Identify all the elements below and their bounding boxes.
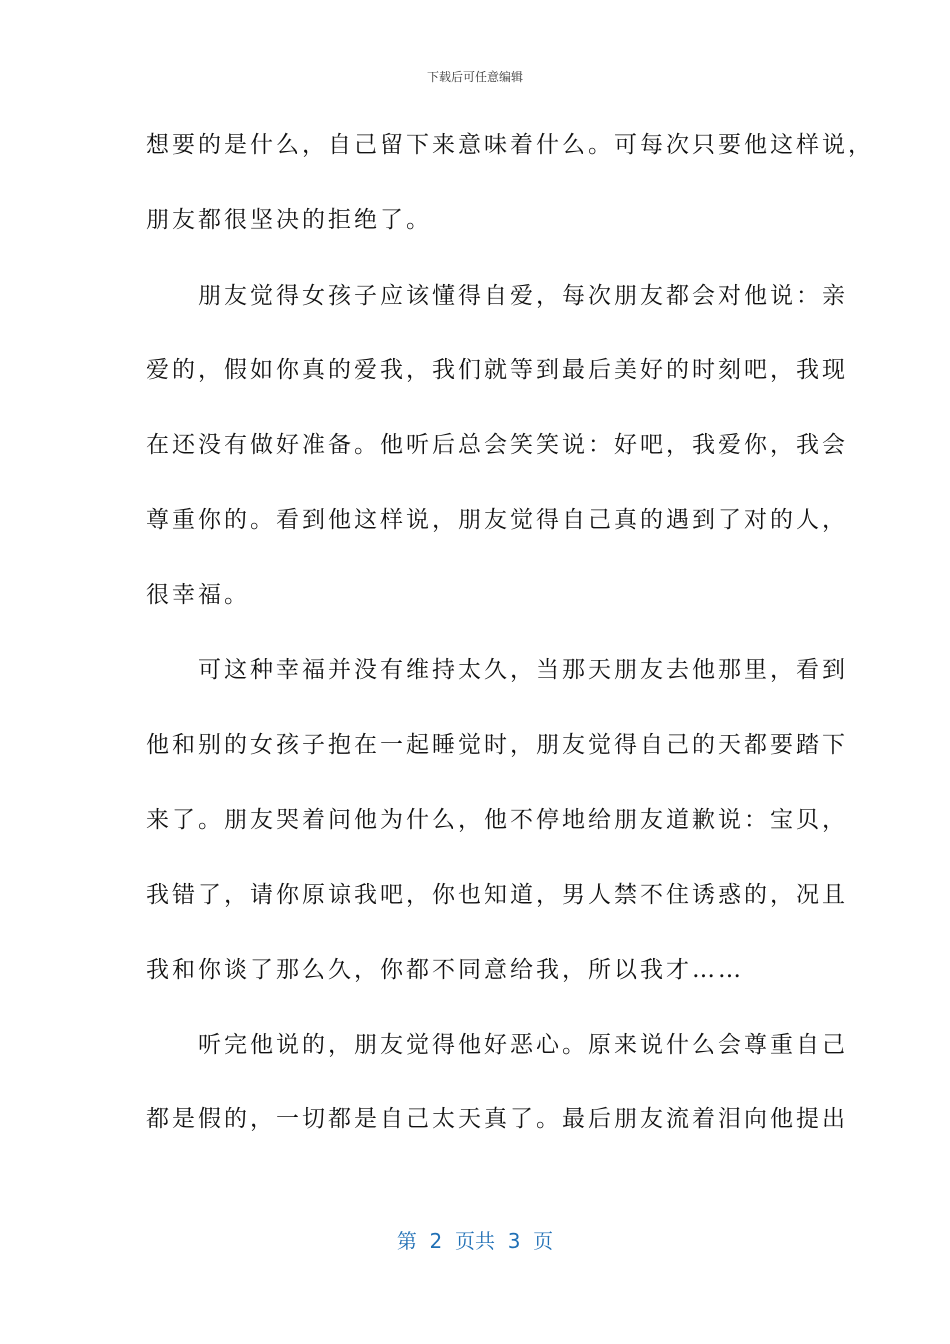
- body-line: 他和别的女孩子抱在一起睡觉时，朋友觉得自己的天都要踏下: [146, 732, 848, 758]
- body-line: 我和你谈了那么久，你都不同意给我，所以我才……: [146, 957, 744, 983]
- body-line: 朋友都很坚决的拒绝了。: [146, 207, 432, 233]
- body-line: 朋友觉得女孩子应该懂得自爱，每次朋友都会对他说：亲: [146, 283, 848, 309]
- body-line: 都是假的，一切都是自己太天真了。最后朋友流着泪向他提出: [146, 1106, 848, 1132]
- body-line: 想要的是什么，自己留下来意味着什么。可每次只要他这样说，: [146, 132, 874, 158]
- page-header-note: 下载后可任意编辑: [426, 70, 523, 84]
- body-line: 很幸福。: [146, 582, 250, 608]
- body-line: 爱的，假如你真的爱我，我们就等到最后美好的时刻吧，我现: [146, 357, 848, 383]
- body-line: 来了。朋友哭着问他为什么，他不停地给朋友道歉说：宝贝，: [146, 807, 848, 833]
- body-line: 我错了，请你原谅我吧，你也知道，男人禁不住诱惑的，况且: [146, 882, 848, 908]
- body-line: 可这种幸福并没有维持太久，当那天朋友去他那里，看到: [146, 657, 848, 683]
- body-line: 在还没有做好准备。他听后总会笑笑说：好吧，我爱你，我会: [146, 432, 848, 458]
- body-line: 听完他说的，朋友觉得他好恶心。原来说什么会尊重自己: [146, 1032, 848, 1058]
- page-number-footer: 第 2 页共 3 页: [396, 1229, 554, 1253]
- body-line: 尊重你的。看到他这样说，朋友觉得自己真的遇到了对的人，: [146, 507, 848, 533]
